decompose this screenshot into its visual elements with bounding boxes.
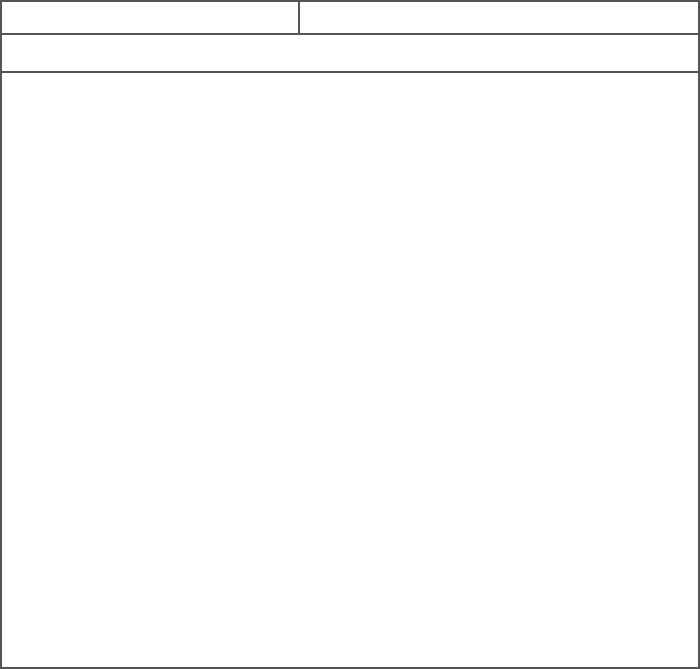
table-header-row	[2, 2, 698, 35]
category-row	[2, 35, 698, 73]
header-taxonomic-name	[300, 2, 698, 33]
category-label	[2, 35, 698, 71]
header-common-name	[2, 2, 300, 33]
